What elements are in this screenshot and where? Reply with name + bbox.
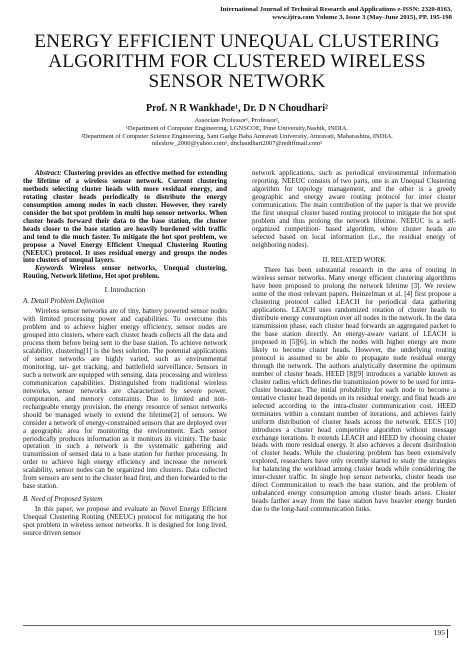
keywords-text: Wireless sensor networks, Unequal clustering, Routing, Network lifetime, Hot spot problem. <box>23 264 227 281</box>
page-number-value: 195 <box>433 628 445 637</box>
keywords <box>23 265 227 281</box>
title-line-2: ALGORITHM FOR CLUSTERED WIRELESS <box>48 51 426 72</box>
subsection-heading-b: B. Need of Proposed System <box>23 495 103 504</box>
title-line-1: ENERGY EFFICIENT UNEQUAL CLUSTERING <box>34 31 440 52</box>
affiliation-1: ¹Department of Computer Engineering, LGNSCOE, Pune University,Nashik, INDIA. <box>125 124 349 132</box>
journal-header <box>152 6 452 22</box>
keywords-label: Keywords <box>35 264 64 273</box>
subsection-heading-a: A. Detail Problem Definition <box>23 297 105 306</box>
authors: Prof. N R Wankhade¹, Dr. D N Choudhari² <box>146 103 328 114</box>
affiliations <box>20 117 454 148</box>
page-number-divider <box>447 629 448 638</box>
related-work-paragraph: There has been substantial research in the area of routing in wireless sensor networks. Many energy efficient clustering algorithms have been proposed to prolong the network lifetime [3]. We review some of the most relevant papers. Heinzelman et al. [4] first propose a clustering protocol called LEACH for periodical data gathering applications. LEACH uses randomized rotation of cluster heads to distribute energy consumption over all nodes in the network. In the data transmission phase, each cluster head forwards an aggregated packet to the base station directly. An energy-aware variant of LEACH is proposed in [5][6], in which the nodes with higher energy are more likely to become cluster heads. However, the underlying routing protocol is assumed to be able to propagate node residual energy through the network. The authors analytically determine the optimum number of cluster heads. HEED [8][9] introduces a variable known as cluster radius which defines the transmission power to be used for intra-cluster broadcast. The initial probability for each node to become a tentative cluster head depends on its residual energy, and final heads are selected according to the intra-cluster communication cost. HEED terminates within a constant number of iterations, and achieves fairly uniform distribution of cluster heads across the network. EECS [10] introduces a cluster head competitive algorithm without message exchange iterations. It extends LEACH and HEED by choosing cluster heads with more residual energy. It also achieves a decent distribution of cluster heads. While the clustering problem has been extensively explored, researchers have only recently started to study the strategies for balancing the workload among cluster heads while considering the inter-cluster traffic. In single hop sensor networks, cluster heads use direct Communication to reach the base station, and the problem of unbalanced energy consumption among cluster heads arises. Cluster heads farther away from the base station have heavier energy burden due to the long-haul communication links. <box>252 266 456 514</box>
section-heading-related-work: II. RELATED WORK <box>322 255 386 264</box>
affiliation-role: Associate Professor¹, Professor², <box>194 117 280 124</box>
page-number <box>434 628 450 638</box>
section-heading-introduction: I. Introduction <box>104 286 146 295</box>
abstract-text: Clustering provides an effective method for extending the lifetime of a wireless sensor network. Current clustering methods selecting cluster heads with more residual energy, and rotating cluster heads periodically to distribute the energy consumption among nodes in each cluster. However, they rarely consider the hot spot problem in multi hop sensor networks. When cluster heads forward their data to the base station, the cluster heads closer to the base station are heavily burdened with traffic and tend to die much faster. To mitigate the hot spot problem, we propose a Novel Energy Efficient Unequal Clustering Routing (NEEUC) protocol. It uses residual energy and groups the nodes into clusters of unequal layers. <box>23 169 227 265</box>
author-emails: nileshrw_2000@yahoo.com¹, dnchaudhari2007@rediffmail.com² <box>151 140 323 148</box>
footer-rule <box>23 625 451 626</box>
right-column <box>252 170 456 514</box>
continued-paragraph: network applications, such as periodical environmental information reporting. NEEUC consists of two parts, one is an Unequal Clustering algorithm for topology management, and the other is a greedy geographic and energy aware routing protocol for inter cluster communication. The main contribution of the paper is that we provide the first unequal cluster based routing protocol to mitigate the hot spot problem and thus prolong the network lifetime. NEEUC is a self-organized competition- based algorithm, where cluster heads are selected based on local information (i.e., the residual energy of neighboring nodes). <box>252 169 456 249</box>
affiliation-2: ²Department of Computer Science Engineering, Sant Gadge Baba Amravati University, Amravati, Maharashtra, INDIA. <box>81 132 393 140</box>
left-column <box>23 170 227 538</box>
journal-header-line1: International Journal of Technical Research and Applications e-ISSN: 2320-8163, <box>220 6 452 13</box>
paper-title <box>20 32 454 92</box>
need-paragraph: In this paper, we propose and evaluate an Novel Energy Efficient Unequal Clustering Routing (NEEUC) protocol for mitigating the hot spot problem in wireless sensor networks. It is designed for long lived, source driven sensor <box>23 505 227 537</box>
abstract-label: Abstract: <box>35 169 62 177</box>
title-line-3: SENSOR NETWORK <box>148 71 326 92</box>
intro-paragraph: Wireless sensor networks are of tiny, battery powered sensor nodes with limited processing power and capabilities. To overcome this problem and to achieve higher energy efficiency, sensor nodes are grouped into clusters, where each cluster heads collects all the data and process them before being sent to the base station. To achieve network scalability, clustering[1] is the best solution. The potential applications of sensor networks are highly varied, such as environmental monitoring, tar- get tracking, and battlefield surveillance. Sensors in such a network are equipped with sensing, data processing and wireless communication capabilities. Distinguished from traditional wireless networks, sensor networks are characterized by severe power, computation, and memory constraints. Due to limited and non-rechargeable energy provision, the energy resource of sensor networks should be managed wisely to extend the lifetime[2] of sensors. We consider a network of energy-constrained sensors that are deployed over a geographic area for monitoring the environment. Each sensor periodically produces information as it monitors its vicinity. The basic operation in such a network is the systematic gathering and transmission of sensed data to a base station for further processing. In order to achieve high energy efficiency and increase the network scalability, sensor nodes can be organized into clusters. Data collected from sensors are sent to the cluster head first, and then forwarded to the base station. <box>23 307 227 491</box>
abstract <box>23 170 227 265</box>
journal-header-line2: www.ijtra.com Volume 3, Issue 3 (May-June 2015), PP. 195-198 <box>272 14 452 21</box>
